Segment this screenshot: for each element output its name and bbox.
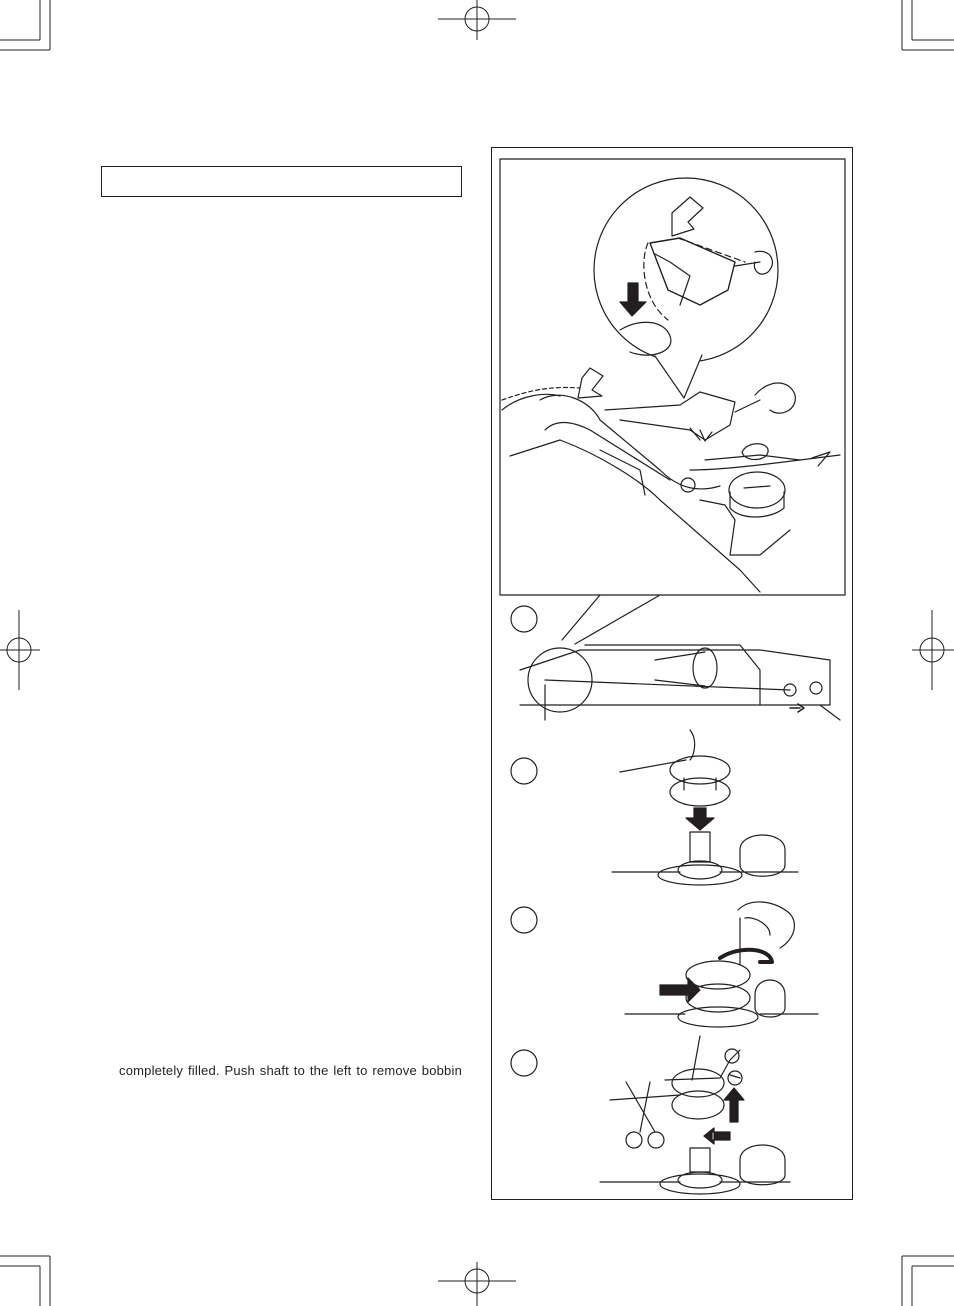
solid-right-arrow-icon: [660, 978, 700, 1002]
solid-up-arrow-icon: [724, 1088, 744, 1122]
body-text-line: completely filled. Push shaft to the left to remove bobbin: [119, 1063, 462, 1078]
solid-left-arrow-icon: [704, 1128, 730, 1144]
step-1-circle: [511, 606, 537, 632]
solid-down-arrow-icon: [686, 808, 714, 830]
step-2-circle: [511, 758, 537, 784]
step-1-magnified-circle: [528, 648, 592, 712]
magnified-detail-circle: [594, 178, 778, 362]
step-4-circle: [511, 1050, 537, 1076]
step-3-circle: [511, 907, 537, 933]
solid-down-arrow-icon: [620, 283, 646, 316]
hollow-arrow-icon: [672, 197, 703, 236]
hollow-arrow-icon: [578, 368, 603, 398]
